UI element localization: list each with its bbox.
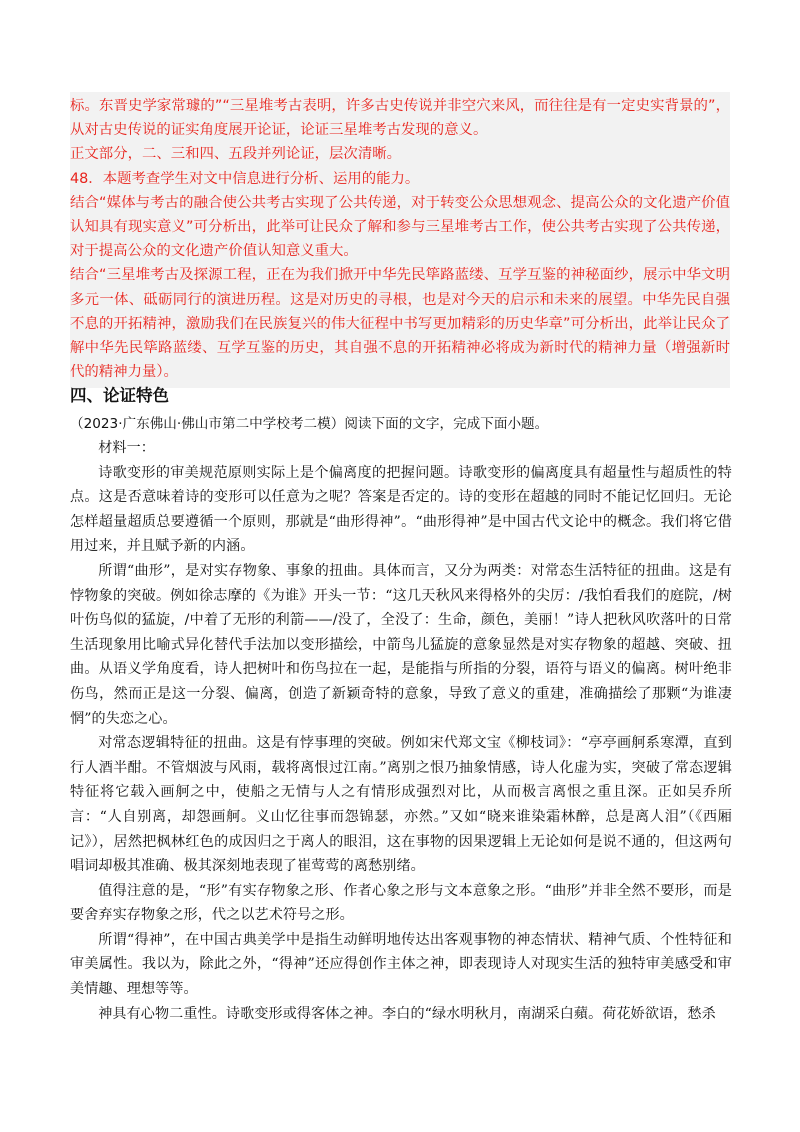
answer-explanation-box [70,92,730,388]
material-paragraph: 对常态逻辑特征的扭曲。这是有悖事理的突破。例如宋代郑文宝《柳枝词》：“亭亭画舸系寒潭，直到行人酒半酣。不管烟波与风雨，载将离恨过江南。”离别之恨乃抽象情感，诗人化虚为实，突破了常态逻辑特征将它载入画舸之中，使船之无情与人之有情形成强烈对比，从而极言离恨之重且深。正如吴乔所言：“人自别离，却怨画舸。义山忆往事而怨锦瑟，亦然。”又如“晓来谁染霜林醉，总是离人泪”（《西厢记》），居然把枫林红色的成因归之于离人的眼泪，这在事物的因果逻辑上无论如何是说不通的，但这两句唱词却极其准确、极其深刻地表现了崔莺莺的离愁别绪。 [70,735,732,875]
answer-line: 结合“媒体与考古的融合使公共考古实现了公共传递，对于转变公众思想观念、提高公众的文化遗产价值认知具有现实意义”可分析出，此举可让民众了解和参与三星堆考古工作，使公共考古实现了公共传递，对于提高公众的文化遗产价值认知意义重大。 [70,194,730,260]
material-paragraph: 值得注意的是，“形”有实存物象之形、作者心象之形与文本意象之形。“曲形”并非全然不要形，而是要舍弃实存物象之形，代之以艺术符号之形。 [70,882,732,924]
material-paragraph: 诗歌变形的审美规范原则实际上是个偏离度的把握问题。诗歌变形的偏离度具有超量性与超质性的特点。这是否意味着诗的变形可以任意为之呢？答案是否定的。诗的变形在超越的同时不能记忆回归。无论怎样超量超质总要遵循一个原则，那就是“曲形得神”。“曲形得神”是中国古代文论中的概念。我们将它借用过来，并且赋予新的内涵。 [70,464,732,555]
material-paragraph: 所谓“得神”，在中国古典美学中是指生动鲜明地传达出客观事物的神态情状、精神气质、个性特征和审美属性。我以为，除此之外，“得神”还应得创作主体之神，即表现诗人对现实生活的独特审美感受和审美情趣、理想等等。 [70,931,732,998]
answer-line: 结合“三星堆考古及探源工程，正在为我们掀开中华先民筚路蓝缕、互学互鉴的神秘面纱，展示中华文明多元一体、砥砺同行的演进历程。这是对历史的寻根，也是对今天的启示和未来的展望。中华先民自强不息的开拓精神，激励我们在民族复兴的伟大征程中书写更加精彩的历史华章”可分析出，此举让民众了解中华先民筚路蓝缕、互学互鉴的历史，其自强不息的开拓精神必将成为新时代的精神力量（增强新时代的精神力量）。 [70,267,730,381]
material-body [70,436,732,1026]
material-paragraph: 所谓“曲形”，是对实存物象、事象的扭曲。具体而言，又分为两类：对常态生活特征的扭曲。这是有悖物象的突破。例如徐志摩的《为谁》开头一节：“这几天秋风来得格外的尖厉：/我怕看我们的庭院，/树叶伤鸟似的猛旋，/中着了无形的利箭——/没了，全没了：生命，颜色，美丽！”诗人把秋风吹落叶的日常生活现象用比喻式异化替代手法加以变形描绘，中箭鸟儿猛旋的意象显然是对实存物象的超越、突破、扭曲。从语义学角度看，诗人把树叶和伤鸟拉在一起，是能指与所指的分裂，语符与语义的偏离。树叶绝非伤鸟，然而正是这一分裂、偏离，创造了新颖奇特的意象，导致了意义的重建，准确描绘了那颗“为谁凄惘”的失恋之心。 [70,562,732,727]
answer-line: 标。东晋史学家常璩的”“三星堆考古表明，许多古史传说并非空穴来风，而往往是有一定史实背景的”，从对古史传说的证实角度展开论证，论证三星堆考古发现的意义。 [70,98,730,139]
answer-line: 48．本题考查学生对文中信息进行分析、运用的能力。 [70,170,420,187]
material-label: 材料一： [98,440,155,456]
material-paragraph: 神具有心物二重性。诗歌变形或得客体之神。李白的“绿水明秋月，南湖采白蘋。荷花娇欲语，愁杀 [98,1005,716,1022]
answer-line: 正文部分，二、三和四、五段并列论证，层次清晰。 [70,146,401,163]
section-heading: 四、论证特色 [70,386,169,405]
question-source: （2023·广东佛山·佛山市第二中学校考二模）阅读下面的文字，完成下面小题。 [70,416,549,432]
